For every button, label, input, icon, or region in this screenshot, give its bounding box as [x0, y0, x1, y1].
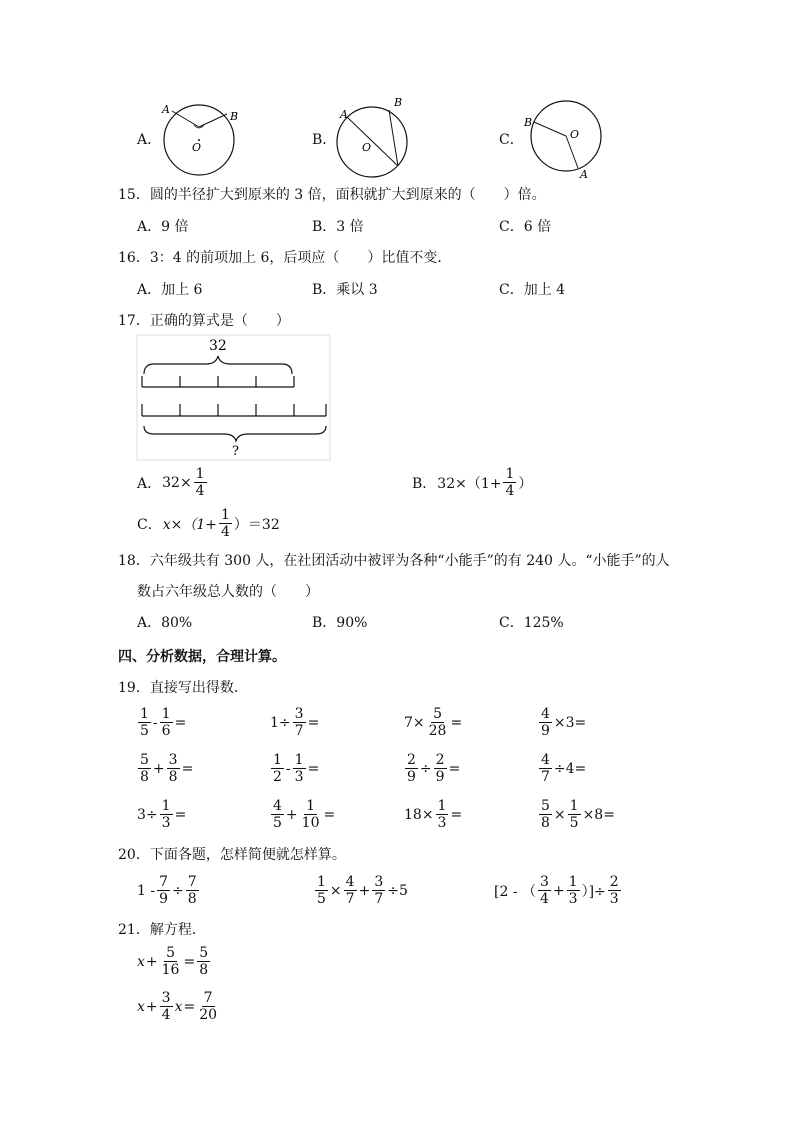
q19-item: $\frac{4}{5}$ + $\frac{1}{10}$ = — [273, 798, 336, 831]
q20-item: [2 - （ $\frac{3}{4}$ + $\frac{1}{3}$ ）]÷ $\frac{2}{3}$ — [494, 874, 619, 907]
point-o-label: O — [192, 141, 202, 154]
q15-option-b: B．3 倍 — [312, 219, 364, 235]
q19-item: $\frac{4}{9}$ ×3= — [541, 706, 587, 739]
q17-option-b: B． 32×（1+ $\frac{1}{4}$ ） — [412, 466, 533, 499]
q14-option-a-letter: A． — [137, 132, 162, 148]
q16-stem: 16．3：4 的前项加上 6，后项应（ ）比值不变． — [118, 250, 452, 266]
point-a-label: A — [340, 108, 348, 121]
q16-option-b: B．乘以 3 — [312, 282, 378, 298]
point-o-label: O — [570, 128, 580, 141]
q16-option-c: C．加上 4 — [499, 282, 566, 298]
chord-line — [389, 110, 398, 166]
q21-stem: 21．解方程． — [118, 922, 206, 938]
q18-option-b: B．90% — [312, 615, 368, 631]
q21-equation: x + $\frac{3}{4}$ x = $\frac{7}{20}$ — [137, 990, 218, 1023]
q14-circle-c — [520, 96, 610, 181]
diameter-line — [347, 117, 398, 166]
point-b-label: B — [230, 110, 239, 123]
q17-option-c: C． x×（1+ $\frac{1}{4}$ ）＝32 — [137, 507, 280, 540]
q19-item: 1÷ $\frac{3}{7}$ = — [270, 706, 320, 739]
radius-oa — [172, 111, 199, 127]
q14-circle-b — [332, 94, 417, 184]
point-b-label: B — [524, 116, 533, 129]
q15-option-a: A．9 倍 — [137, 219, 189, 235]
fraction: $\frac{1}{4}$ — [505, 466, 515, 499]
point-a-label: A — [580, 168, 588, 181]
point-o-label: O — [362, 141, 372, 154]
section-heading: 四、分析数据，合理计算。 — [118, 649, 286, 665]
q17-option-a: A． 32× $\frac{1}{4}$ — [137, 466, 205, 499]
q19-item: 18× $\frac{1}{3}$ = — [404, 798, 463, 831]
q18-stem-line1: 18．六年级共有 300 人，在社团活动中被评为各种“小能手”的有 240 人。“小能手”的人 — [118, 553, 670, 569]
q17-stem: 17．正确的算式是（ ） — [118, 313, 290, 329]
q20-stem: 20．下面各题，怎样简便就怎样算。 — [118, 847, 346, 863]
q19-item: $\frac{4}{7}$ ÷4= — [541, 752, 587, 785]
fraction: $\frac{1}{4}$ — [195, 466, 205, 499]
q20-item: 1 - $\frac{7}{9}$ ÷ $\frac{7}{8}$ — [137, 874, 197, 907]
q19-item: $\frac{2}{9}$ ÷ $\frac{2}{9}$ = — [407, 752, 461, 785]
radius-ob — [534, 122, 566, 136]
point-a-label: A — [162, 103, 170, 116]
q19-stem: 19．直接写出得数． — [118, 680, 248, 696]
q20-item: $\frac{1}{5}$ × $\frac{4}{7}$ + $\frac{3}{7}$ ÷5 — [317, 874, 408, 907]
q14-option-b-letter: B． — [312, 132, 337, 148]
point-b-label: B — [394, 96, 403, 109]
diagram-border — [137, 335, 330, 460]
q17-segment-diagram — [136, 334, 332, 462]
top-brace-label: 32 — [209, 338, 227, 354]
q19-item: 7× $\frac{5}{28}$ = — [404, 706, 463, 739]
fraction: $\frac{1}{4}$ — [220, 507, 230, 540]
q18-option-a: A．80% — [137, 615, 193, 631]
q19-item: $\frac{5}{8}$ + $\frac{3}{8}$ = — [140, 752, 194, 785]
q18-option-c: C．125% — [499, 615, 564, 631]
q15-option-c: C．6 倍 — [499, 219, 552, 235]
q14-option-c-letter: C． — [499, 132, 524, 148]
q19-item: $\frac{1}{2}$ - $\frac{1}{3}$ = — [273, 752, 320, 785]
bottom-brace-label: ? — [232, 444, 239, 459]
q21-equation: x + $\frac{5}{16}$ = $\frac{5}{8}$ — [137, 945, 209, 978]
bottom-brace — [144, 426, 326, 441]
radius-ob — [199, 114, 227, 127]
top-brace — [144, 356, 292, 374]
q16-option-a: A．加上 6 — [137, 282, 203, 298]
q18-stem-line2: 数占六年级总人数的（ ） — [137, 584, 319, 600]
q15-stem: 15．圆的半径扩大到原来的 3 倍，面积就扩大到原来的（ ）倍。 — [118, 187, 546, 203]
q19-item: 3÷ $\frac{1}{3}$ = — [137, 798, 187, 831]
q19-item: $\frac{1}{5}$ - $\frac{1}{6}$ = — [140, 706, 187, 739]
q14-circle-a — [160, 100, 245, 180]
q19-item: $\frac{5}{8}$ × $\frac{1}{5}$ ×8= — [541, 798, 615, 831]
